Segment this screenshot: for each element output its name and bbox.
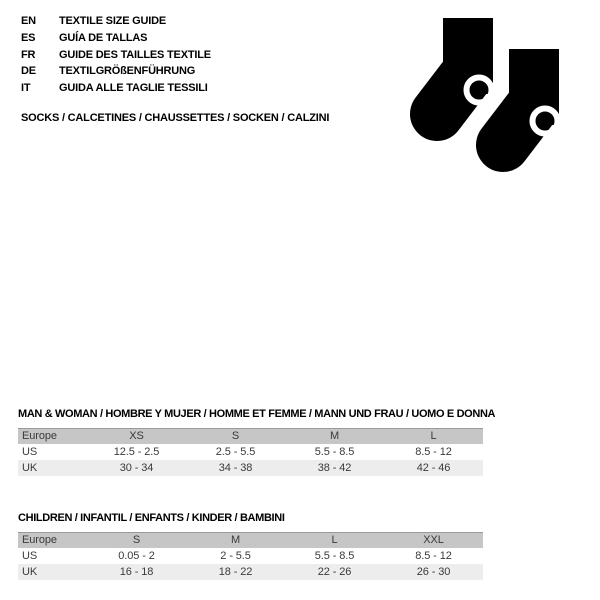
size-value: 2.5 - 5.5 [215,445,256,458]
language-row-fr [21,47,211,64]
man-woman-size-table [18,407,496,476]
language-label: GUÍA DE TALLAS [59,31,148,44]
size-value: 8.5 - 12 [415,549,452,562]
size-value: 26 - 30 [416,565,451,578]
column-header-size: XS [87,429,186,444]
column-header-size: L [384,429,483,444]
language-code: DE [21,65,36,78]
size-value: 18 - 22 [218,565,253,578]
language-label: TEXTILE SIZE GUIDE [59,15,167,27]
size-value: 16 - 18 [119,565,154,578]
column-header-size: M [186,533,285,548]
column-header-size: XXL [384,533,483,548]
row-label: US [22,445,38,458]
size-value: 0.05 - 2 [118,549,155,562]
language-label: GUIDE DES TAILLES TEXTILE [59,48,211,61]
category-title: SOCKS / CALCETINES / CHAUSSETTES / SOCKEN / CALZINI [21,112,330,124]
column-header-region: Europe [18,429,87,444]
size-value: 22 - 26 [317,565,352,578]
children-size-table [18,511,483,580]
size-value: 12.5 - 2.5 [113,445,160,458]
children-table [18,532,483,580]
size-value: 30 - 34 [119,461,154,474]
children-table-title: CHILDREN / INFANTIL / ENFANTS / KINDER / BAMBINI [18,512,285,524]
row-label: UK [22,461,38,474]
size-value: 5.5 - 8.5 [314,445,355,458]
socks-icon [400,8,570,180]
language-code: IT [21,82,31,95]
size-value: 34 - 38 [218,461,253,474]
table-row [18,460,483,476]
language-label: TEXTILGRÖßENFÜHRUNG [59,65,196,78]
sock-back [503,49,559,145]
size-value: 2 - 5.5 [220,549,251,562]
language-row-it [21,80,211,97]
table-row [18,564,483,580]
language-row-es [21,30,211,47]
table-header-row [18,533,483,548]
sock-front [437,18,493,114]
language-label: GUIDA ALLE TAGLIE TESSILI [59,82,208,95]
language-title-list [21,13,211,97]
column-header-size: S [186,429,285,444]
language-row-en [21,13,211,30]
table-header-row [18,429,483,444]
size-value: 42 - 46 [416,461,451,474]
language-row-de [21,63,211,80]
size-value: 8.5 - 12 [415,445,452,458]
row-label: UK [22,565,38,578]
row-label: US [22,549,38,562]
man-woman-table [18,428,483,476]
size-value: 38 - 42 [317,461,352,474]
language-code: FR [21,48,36,61]
column-header-size: L [285,533,384,548]
table-row [18,548,483,564]
man-woman-table-title: MAN & WOMAN / HOMBRE Y MUJER / HOMME ET FEMME / MANN UND FRAU / UOMO E DONNA [18,408,496,420]
column-header-size: S [87,533,186,548]
column-header-region: Europe [18,533,87,548]
column-header-size: M [285,429,384,444]
table-row [18,444,483,460]
language-code: EN [21,15,36,27]
language-code: ES [21,31,36,44]
size-value: 5.5 - 8.5 [314,549,355,562]
